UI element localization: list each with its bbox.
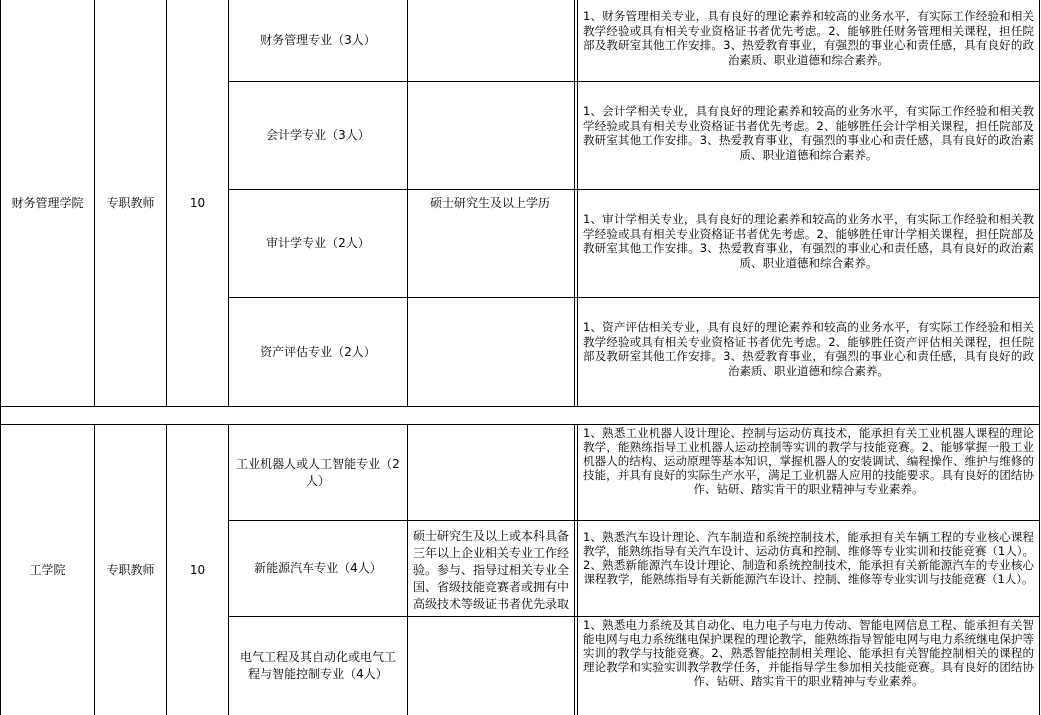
- job-requirements: 1、财务管理相关专业，具有良好的理论素养和较高的业务水平，有实际工作经验和相关教学经验或具有相关专业资格证书者优先考虑。2、能够胜任财务管理相关课程，担任院部及教研室其他工作安排。3、热爱教育事业，有强烈的事业心和责任感，具有良好的政治素质、职业道德和综合素养。: [583, 9, 1034, 67]
- college-name: 工学院: [29, 562, 66, 577]
- column-divider: [407, 424, 408, 715]
- headcount: 10: [189, 195, 206, 210]
- headcount: 10: [189, 562, 206, 577]
- row-divider: [0, 406, 1040, 407]
- column-divider: [574, 0, 575, 406]
- job-requirements: 1、资产评估相关专业，具有良好的理论素养和较高的业务水平，有实际工作经验和相关教学经验或具有相关专业资格证书者优先考虑。2、能够胜任资产评估相关课程，担任院部及教研室其他工作安排。3、热爱教育事业，有强烈的事业心和责任感，具有良好的政治素质、职业道德和综合素养。: [583, 320, 1034, 378]
- job-requirements: 1、熟悉电力系统及其自动化、电力电子与电力传动、智能电网信息工程、能承担有关智能电网与电力系统继电保护课程的理论教学，能熟练指导智能电网与电力系统继电保护等实训的教学与技能竞赛。2、熟悉智能控制相关理论、能承担有关智能控制相关的课程的理论教学和实验实训教学教学任务，并能指导学生参加相关技能竞赛。具有良好的团结协作、钻研、踏实肯干的职业精神与专业素养。: [583, 618, 1034, 688]
- education-requirement: 硕士研究生及以上或本科具备三年以上企业相关专业工作经验。参与、指导过相关专业全国、省级技能竞赛者或拥有中高级技术等级证书者优先录取: [412, 528, 569, 611]
- column-divider: [574, 424, 575, 715]
- major-name: 工业机器人或人工智能专业（2人）: [236, 456, 400, 488]
- major-name: 审计学专业（2人）: [266, 236, 370, 250]
- position-type: 专职教师: [106, 195, 155, 210]
- major-name: 电气工程及其自动化或电气工程与智能控制专业（4人）: [239, 650, 396, 681]
- column-divider: [228, 424, 229, 715]
- job-requirements: 1、熟悉汽车设计理论、汽车制造和系统控制技术，能承担有关车辆工程的专业核心课程教学，能熟练指导有关汽车设计、运动仿真和控制、维修等专业实训和技能竞赛（1人）。2、熟悉新能源汽车设计理论、制造和系统控制技术，能承担有关新能源汽车的专业核心课程教学，能熟练指导有关新能源汽车设计、控制、维修等专业实训与技能竞赛（1人）。: [583, 530, 1034, 586]
- major-name: 新能源汽车专业（4人）: [254, 561, 382, 575]
- job-requirements: 1、会计学相关专业，具有良好的理论素养和较高的业务水平，有实际工作经验和相关教学经验或具有相关专业资格证书者优先考虑。2、能够胜任会计学相关课程，担任院部及教研室其他工作安排。3、热爱教育事业，有强烈的事业心和责任感，具有良好的政治素质、职业道德和综合素养。: [583, 104, 1034, 162]
- position-type: 专职教师: [106, 562, 155, 577]
- job-requirements: 1、审计学相关专业，具有良好的理论素养和较高的业务水平，有实际工作经验和相关教学经验或具有相关专业资格证书者优先考虑。2、能够胜任审计学相关课程，担任院部及教研室其他工作安排。3、热爱教育事业，有强烈的事业心和责任感，具有良好的政治素质、职业道德和综合素养。: [583, 212, 1034, 270]
- job-requirements: 1、熟悉工业机器人设计理论、控制与运动仿真技术，能承担有关工业机器人课程的理论教学，能熟练指导工业机器人运动控制等实训的教学与技能竞赛。2、能够掌握一般工业机器人的结构、运动原理等基本知识，掌握机器人的安装调试、编程操作、维护与维修的技能，并具有良好的实际生产水平，满足工业机器人应用的技能要求。具有良好的团结协作、钻研、踏实肯干的职业精神与专业素养。: [583, 426, 1034, 496]
- major-name: 会计学专业（3人）: [266, 128, 370, 142]
- major-name: 财务管理专业（3人）: [260, 33, 376, 47]
- column-divider: [407, 0, 408, 406]
- college-name: 财务管理学院: [11, 195, 84, 210]
- education-requirement: 硕士研究生及以上学历: [430, 195, 551, 210]
- major-name: 资产评估专业（2人）: [260, 344, 376, 359]
- table-border-right: [1039, 0, 1040, 715]
